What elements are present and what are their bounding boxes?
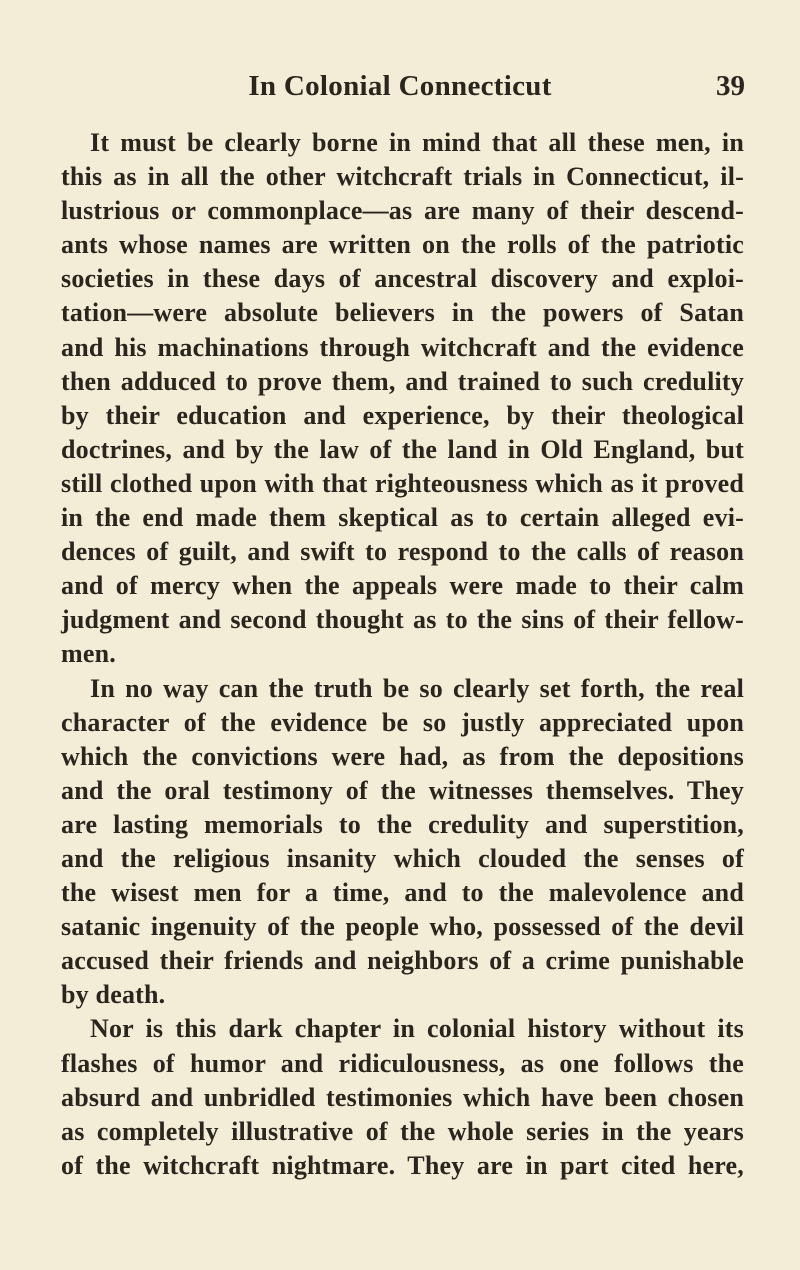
- text-line: In no way can the truth be so clearly set forth, the real: [90, 673, 744, 703]
- text-line: doctrines, and by the law of the land in Old England, but: [61, 434, 744, 464]
- text-line: satanic ingenuity of the people who, possessed of the devil: [61, 912, 744, 942]
- text-line: men.: [61, 639, 116, 669]
- text-line: in the end made them skeptical as to certain alleged evi-: [61, 503, 744, 533]
- text-line: and his machinations through witchcraft and the evidence: [61, 332, 744, 362]
- text-line: It must be clearly borne in mind that all these men, in: [90, 128, 744, 157]
- body-text: [61, 126, 744, 1183]
- text-line: accused their friends and neighbors of a crime punishable: [61, 946, 744, 976]
- text-line: and the religious insanity which clouded the senses of: [61, 843, 744, 873]
- text-line: absurd and unbridled testimonies which have been chosen: [61, 1082, 744, 1112]
- text-line: judgment and second thought as to the sins of their fellow-: [61, 605, 744, 635]
- text-line: tation—were absolute believers in the powers of Satan: [61, 298, 744, 328]
- text-line: by death.: [61, 980, 166, 1010]
- text-line: then adduced to prove them, and trained to such credulity: [61, 366, 744, 396]
- running-title: In Colonial Connecticut: [248, 70, 552, 102]
- text-line: the wisest men for a time, and to the malevolence and: [61, 878, 744, 908]
- text-line: lustrious or commonplace—as are many of their descend-: [61, 196, 744, 226]
- text-line: Nor is this dark chapter in colonial history without its: [90, 1014, 744, 1044]
- text-line: are lasting memorials to the credulity and superstition,: [61, 809, 744, 839]
- text-line: of the witchcraft nightmare. They are in part cited here,: [61, 1150, 744, 1180]
- text-line: by their education and experience, by their theological: [61, 400, 744, 430]
- page-number: 39: [716, 70, 745, 102]
- text-line: character of the evidence be so justly appreciated upon: [61, 707, 744, 737]
- text-line: dences of guilt, and swift to respond to the calls of reason: [61, 537, 744, 567]
- text-line: ants whose names are written on the rolls of the patriotic: [61, 230, 744, 260]
- text-line: which the convictions were had, as from the depositions: [61, 741, 744, 771]
- text-line: still clothed upon with that righteousness which as it proved: [61, 468, 744, 498]
- text-line: flashes of humor and ridiculousness, as one follows the: [61, 1048, 744, 1078]
- text-line: this as in all the other witchcraft trials in Connecticut, il-: [61, 162, 744, 192]
- text-line: and the oral testimony of the witnesses themselves. They: [61, 775, 744, 805]
- running-head: [0, 70, 800, 110]
- text-line: societies in these days of ancestral discovery and exploi-: [61, 264, 744, 294]
- text-line: as completely illustrative of the whole series in the years: [61, 1116, 744, 1146]
- text-line: and of mercy when the appeals were made to their calm: [61, 571, 744, 601]
